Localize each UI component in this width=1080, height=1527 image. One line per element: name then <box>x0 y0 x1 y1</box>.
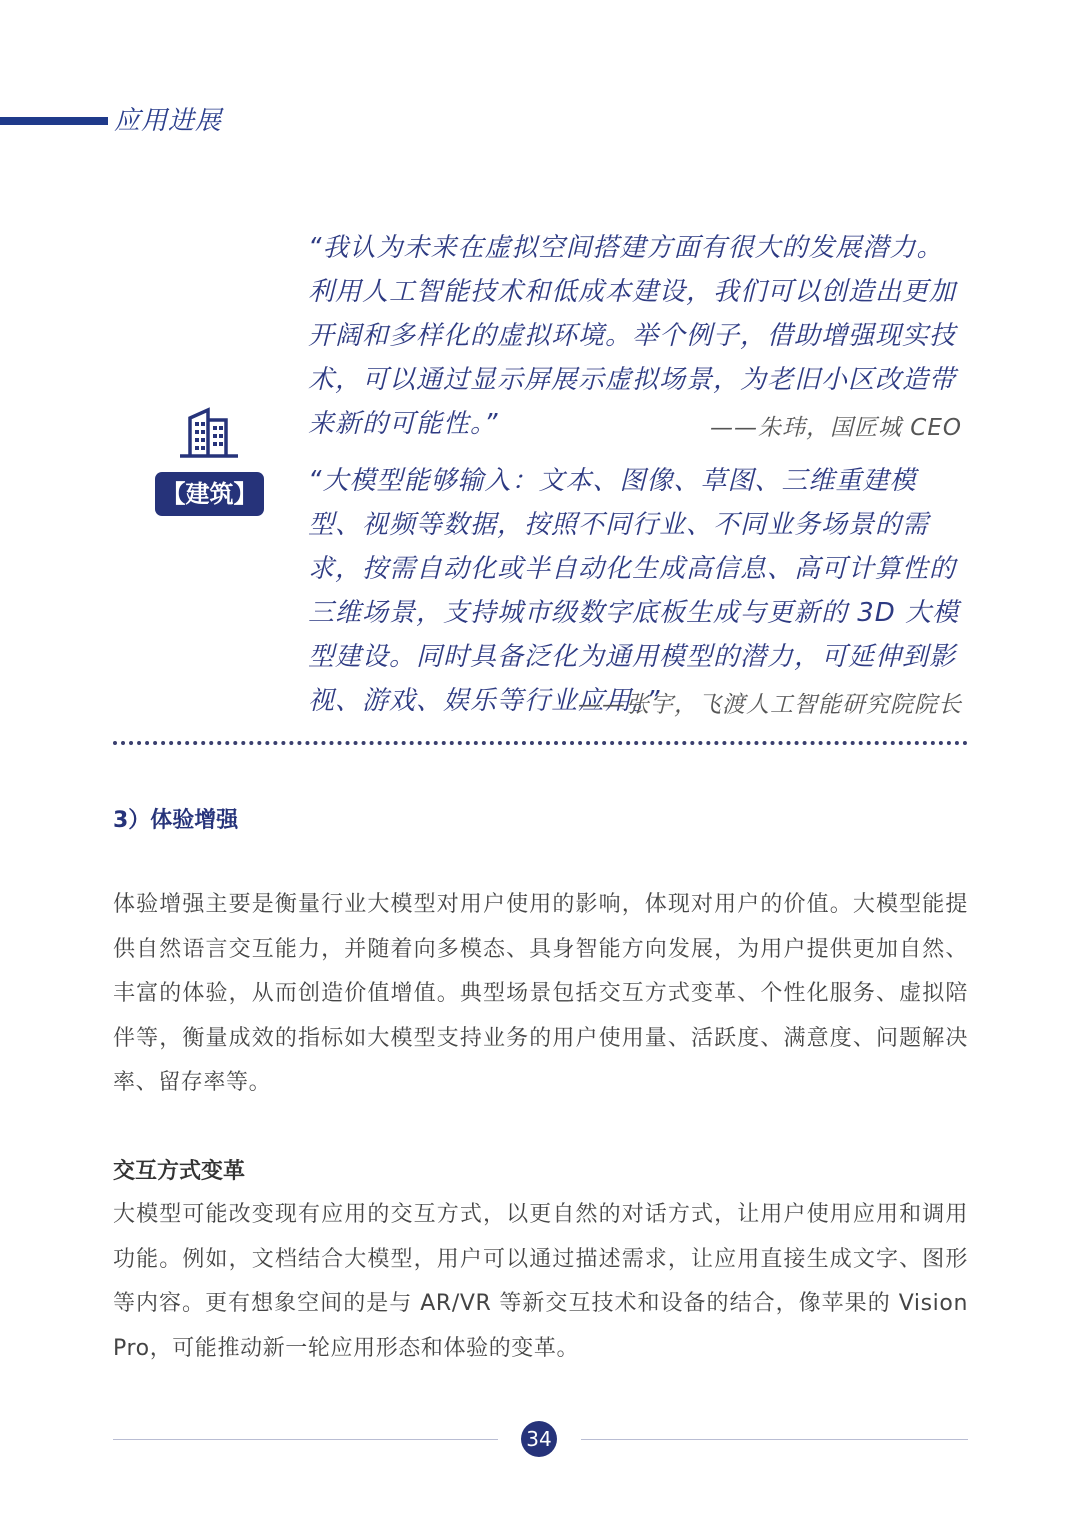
quote-attribution: ——张宇，飞渡人工智能研究院院长 <box>578 692 962 718</box>
body-paragraph: 大模型可能改变现有应用的交互方式，以更自然的对话方式，让用户使用应用和调用功能。例如，文档结合大模型，用户可以通过描述需求，让应用直接生成文字、图形等内容。更有想象空间的是与 AR/VR 等新交互技术和设备的结合，像苹果的 Vision Pro，可能推动新一轮应用形态和体验的变革。 <box>113 1202 968 1361</box>
quote-attribution: ——朱玮，国匠城 CEO <box>709 415 962 441</box>
building-icon <box>178 404 242 460</box>
intro-paragraph: 体验增强主要是衡量行业大模型对用户使用的影响，体现对用户的价值。大模型能提供自然语言交互能力，并随着向多模态、具身智能方向发展，为用户提供更加自然、丰富的体验，从而创造价值增值。典型场景包括交互方式变革、个性化服务、虚拟陪伴等，衡量成效的指标如大模型支持业务的用户使用量、活跃度、满意度、问题解决率、留存率等。 <box>113 892 968 1095</box>
dotted-divider <box>113 741 968 745</box>
section-title: 3）体验增强 <box>113 808 239 833</box>
building-tag: 【建筑】 <box>155 472 264 516</box>
section-header-title: 应用进展 <box>114 106 223 136</box>
header-accent-bar <box>0 117 108 125</box>
quote-text: “大模型能够输入：文本、图像、草图、三维重建模型、视频等数据，按照不同行业、不同业务场景的需求，按需自动化或半自动化生成高信息、高可计算性的三维场景，支持城市级数字底板生成与更新的 3D 大模型建设。同时具备泛化为通用模型的潜力，可延伸到影视、游戏、娱乐等行业应用。” <box>308 466 960 716</box>
footer-line-right <box>581 1439 968 1440</box>
footer-line-left <box>113 1439 498 1440</box>
quote-text: “我认为未来在虚拟空间搭建方面有很大的发展潜力。利用人工智能技术和低成本建设，我们可以创造出更加开阔和多样化的虚拟环境。举个例子，借助增强现实技术，可以通过显示屏展示虚拟场景，为老旧小区改造带来新的可能性。” <box>308 233 957 439</box>
subsection-heading: 交互方式变革 <box>113 1159 246 1184</box>
page-number: 34 <box>521 1421 557 1457</box>
